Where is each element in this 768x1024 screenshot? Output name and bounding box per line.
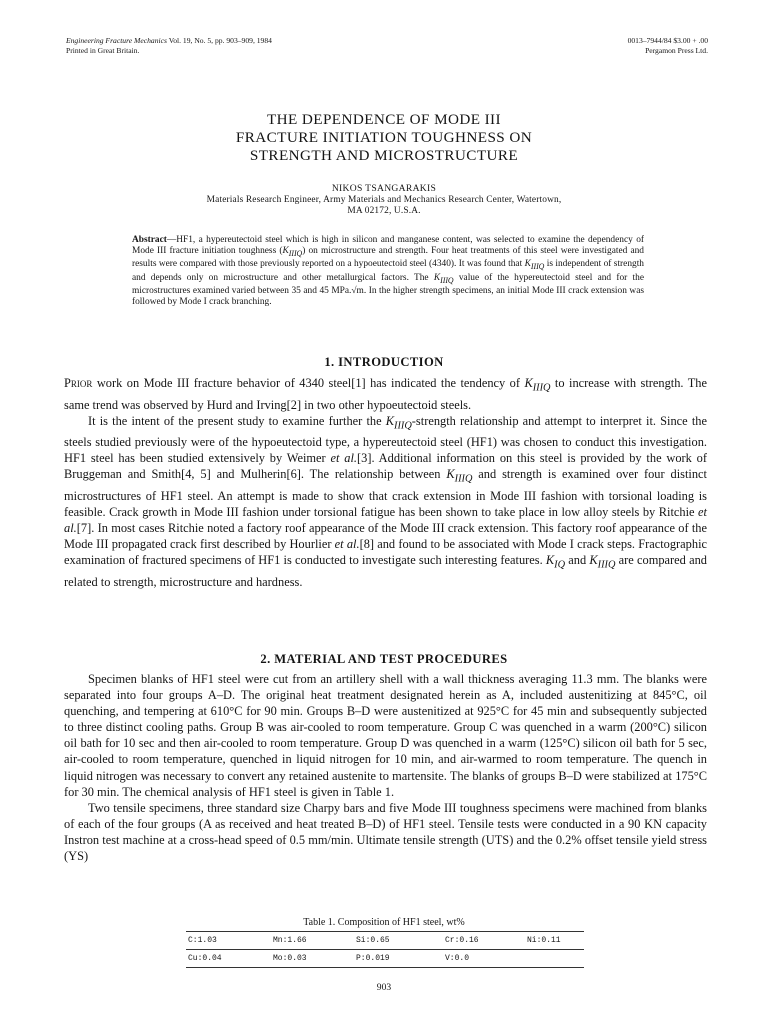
text-run: It is the intent of the present study to examine further the — [88, 413, 386, 428]
text-run: and strength is examined over four distinct microstructures of HF1 steel. An attempt is made to show that crack extension in Mode III fashion with torsional loading is feasible. Crack growth in Mode III fashion under torsional fatigue has been shown to take place in low alloy steels by Ritchie — [64, 467, 707, 520]
abstract-label: Abstract — [132, 235, 167, 245]
k-subscript: IQ — [554, 559, 566, 571]
table-cell: V:0.0 — [445, 954, 470, 963]
table-cell: Si:0.65 — [356, 936, 390, 945]
publisher-name: Pergamon Press Ltd. — [645, 45, 708, 55]
k-subscript: IIIQ — [440, 275, 454, 285]
article-code: 0013–7944/84 $3.00 + .00 — [627, 36, 708, 45]
journal-header — [66, 36, 272, 55]
author-name: NIKOS TSANGARAKIS — [331, 183, 437, 194]
k-symbol: K — [524, 376, 533, 390]
affiliation-line: Materials Research Engineer, Army Materials and Mechanics Research Center, Watertown, — [206, 195, 562, 205]
abstract-text: —HF1, a hypereutectoid steel which is high in silicon and manganese content, was selected to examine the dependency of Mode III fracture initiation toughness ( — [132, 235, 644, 257]
paper-title — [0, 111, 768, 165]
table-cell: Ni:0.11 — [527, 936, 561, 945]
table-cell: C:1.03 — [188, 936, 217, 945]
abstract-text: ) on microstructure and strength. Four heat treatments of this steel were investigated and results were compared with those previously reported on a hypoeutectoid steel (4340). It was found that — [132, 246, 644, 270]
composition-table — [186, 931, 584, 968]
text-run: to increase with strength. The same trend was observed by Hurd and Irving[2] in two other hypoeutectoid steels. — [64, 376, 708, 412]
k-subscript: IIIQ — [530, 262, 545, 272]
k-subscript: IIIQ — [394, 420, 412, 432]
journal-citation — [66, 36, 272, 46]
k-subscript: IIIQ — [288, 249, 303, 259]
paragraph: Specimen blanks of HF1 steel were cut from an artillery shell with a wall thickness averaging 11.3 mm. The blanks were separated into four groups A–D. The original heat treatment designated herein as A, included austenitizing at 845°C, oil quenching, and tempering at 610°C for 90 min. Groups B–D were austenitized at 925°C for 45 min and subsequently subjected to three distinct cooling paths. Group B was air-cooled to room temperature. Group C was quenched in a warm (200°C) silicon oil bath for 10 sec and then air-cooled to room temperature. Group D was quenched in a warm (125°C) silicon oil bath for 5 sec, air-cooled to room temperature, quenched in liquid nitrogen for 10 min, and air-warmed to room temperature. The quench in liquid nitrogen was necessary to convert any retained austenite to martensite. The blanks of groups B–D were stabilized at 175°C for 30 min. The chemical analysis of HF1 steel is given in Table 1. — [64, 672, 707, 799]
table-row — [186, 950, 584, 967]
table-cell: Mo:0.03 — [273, 954, 307, 963]
lead-word: Prior — [64, 376, 93, 390]
table-cell: Mn:1.66 — [273, 936, 307, 945]
paragraph — [64, 375, 707, 413]
et-al: et al. — [334, 537, 360, 552]
k-subscript: IIIQ — [597, 559, 616, 571]
et-al: et al. — [330, 451, 357, 466]
table-cell: P:0.019 — [356, 954, 390, 963]
k-symbol: K — [545, 553, 555, 568]
k-symbol: K — [385, 413, 395, 428]
k-symbol: K — [589, 553, 598, 568]
author-affiliation — [120, 195, 648, 217]
title-line: FRACTURE INITIATION TOUGHNESS ON — [235, 129, 533, 146]
abstract-text: is independent of strength and depends only on microstructure and other metallurgical factors. The — [132, 259, 644, 283]
k-symbol: K — [446, 467, 455, 482]
k-symbol: K — [524, 259, 531, 270]
journal-volume: Vol. 19, No. 5, pp. 903–909, 1984 — [166, 36, 272, 45]
paragraph — [64, 413, 707, 590]
k-subscript: IIIQ — [532, 382, 551, 394]
text-run: work on Mode III fracture behavior of 4340 steel[1] has indicated the tendency of — [92, 376, 525, 390]
affiliation-line: MA 02172, U.S.A. — [347, 206, 421, 217]
text-run: -strength relationship and attempt to interpret it. Since the steels studied previously were of the hypoeutectoid type, a hypereutectoid steel (HF1) was chosen to conduct this investigation. HF1 steel has been studied extensively by Weimer — [64, 413, 707, 466]
publisher-header — [628, 36, 708, 55]
k-symbol: K — [282, 246, 289, 257]
introduction-body — [64, 375, 707, 590]
k-symbol: K — [433, 272, 441, 283]
title-line: THE DEPENDENCE OF MODE III — [267, 111, 501, 128]
table-cell: Cu:0.04 — [188, 954, 222, 963]
k-subscript: IIIQ — [454, 473, 473, 485]
text-run: [3]. Additional information on this steel is provided by the work of Bruggeman and Smith[4, 5] and Mulherin[6]. The relationship between — [64, 451, 707, 482]
journal-name: Engineering Fracture Mechanics — [66, 36, 167, 45]
abstract-text: value of the hypereutectoid steel and for the microstructures examined varied between 35 and 45 MPa.√m. In the higher strength specimens, an initial Mode III crack extension was followed by Mode I crack branching. — [132, 272, 644, 308]
title-line: STRENGTH AND MICROSTRUCTURE — [249, 147, 519, 164]
abstract — [132, 235, 644, 308]
section-heading-materials: 2. MATERIAL AND TEST PROCEDURES — [260, 652, 508, 666]
table-caption: Table 1. Composition of HF1 steel, wt% — [303, 917, 465, 928]
paragraph: Two tensile specimens, three standard size Charpy bars and five Mode III toughness specimens were machined from blanks of each of the four groups (A as received and heat treated B–D) of HF1 steel. Tensile tests were conducted in a 90 KN capacity Instron test machine at a cross-head speed of 0.5 mm/min. Ultimate tensile strength (UTS) and the 0.2% offset tensile yield stress (YS) — [64, 800, 707, 864]
table-row — [186, 932, 584, 950]
page-number: 903 — [376, 982, 392, 993]
materials-body — [64, 671, 707, 864]
text-run: are compared and related to strength, microstructure and hardness. — [64, 553, 707, 589]
text-run: [7]. In most cases Ritchie noted a factory roof appearance of the Mode III crack extension. This factory roof appearance of the Mode III propagated crack first described by Hourlier — [64, 521, 707, 552]
table-cell: Cr:0.16 — [445, 936, 479, 945]
printed-note: Printed in Great Britain. — [66, 45, 140, 55]
text-run: and — [565, 553, 590, 568]
section-heading-introduction: 1. INTRODUCTION — [324, 355, 444, 369]
et-al: et al. — [64, 505, 707, 536]
text-run: [8] and found to be associated with Mode I crack steps. Fractographic examination of fractured specimens of HF1 is conducted to investigate such interesting features. — [64, 537, 708, 568]
